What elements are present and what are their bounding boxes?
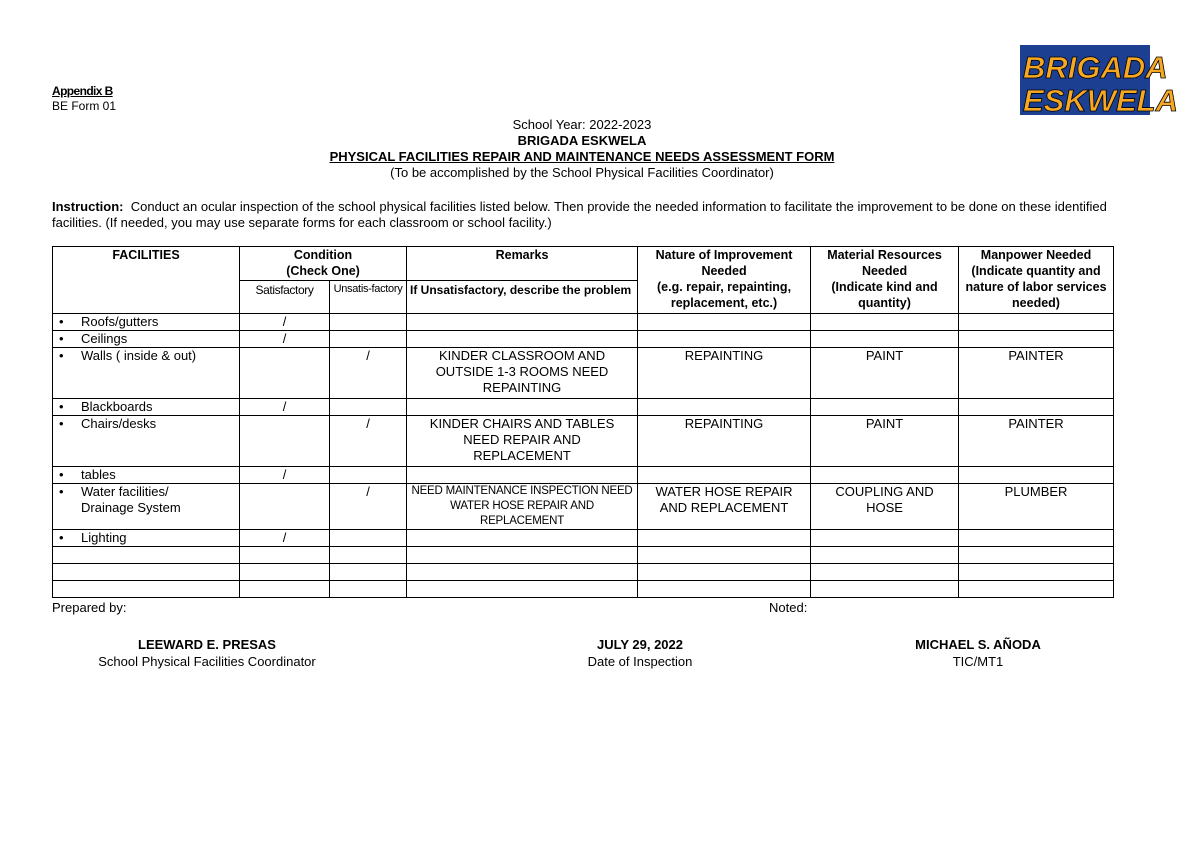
nature-cell [638, 331, 811, 348]
table-row [53, 484, 1114, 530]
preparer-signature-block [52, 636, 362, 670]
satisfactory-cell: / [240, 314, 330, 331]
table-row [53, 348, 1114, 399]
material-cell [811, 467, 959, 484]
satisfactory-cell: / [240, 530, 330, 547]
form-code: BE Form 01 [52, 99, 117, 113]
empty-cell [959, 547, 1114, 564]
facility-name: Chairs/desks [81, 416, 157, 431]
material-cell [811, 331, 959, 348]
form-subtitle: (To be accomplished by the School Physical Facilities Coordinator) [390, 165, 774, 180]
material-cell: COUPLING AND HOSE [811, 484, 959, 530]
unsatisfactory-cell: / [330, 348, 407, 399]
satisfactory-cell: / [240, 467, 330, 484]
facility-cell [53, 467, 240, 484]
manpower-cell: PLUMBER [959, 484, 1114, 530]
facility-cell [53, 348, 240, 399]
remarks-cell [407, 314, 638, 331]
inspection-date-block [540, 636, 740, 670]
empty-cell [330, 581, 407, 598]
facility-name: Water facilities/ Drainage System [81, 484, 181, 515]
empty-cell [240, 547, 330, 564]
table-row [53, 314, 1114, 331]
remarks-cell: NEED MAINTENANCE INSPECTION NEED WATER HOSE REPAIR AND REPLACEMENT [407, 484, 638, 530]
manpower-cell [959, 314, 1114, 331]
bullet-icon: • [59, 416, 64, 431]
empty-cell [407, 581, 638, 598]
form-title: PHYSICAL FACILITIES REPAIR AND MAINTENANCE NEEDS ASSESSMENT FORM [329, 149, 835, 164]
empty-cell [638, 547, 811, 564]
form-header [52, 117, 1112, 181]
manpower-cell [959, 399, 1114, 416]
facility-name: Roofs/gutters [81, 314, 159, 329]
facility-name: Blackboards [81, 399, 153, 414]
empty-cell [407, 564, 638, 581]
unsatisfactory-cell [330, 399, 407, 416]
empty-cell [811, 564, 959, 581]
material-cell: PAINT [811, 348, 959, 399]
satisfactory-cell [240, 484, 330, 530]
bullet-icon: • [59, 331, 64, 346]
brigada-eskwela-logo [1020, 45, 1178, 118]
facility-cell [53, 530, 240, 547]
facility-cell [53, 399, 240, 416]
empty-cell [407, 547, 638, 564]
manpower-cell [959, 331, 1114, 348]
facility-cell [53, 416, 240, 467]
unsatisfactory-cell [330, 530, 407, 547]
header-remarks-note: If Unsatisfactory, describe the problem [407, 281, 638, 314]
unsatisfactory-cell [330, 331, 407, 348]
header-satisfactory: Satisfactory [240, 281, 330, 314]
header-condition-note: (Check One) [286, 264, 360, 278]
satisfactory-cell [240, 416, 330, 467]
empty-cell [811, 581, 959, 598]
noter-name: MICHAEL S. AÑODA [915, 637, 1041, 652]
empty-cell [53, 547, 240, 564]
manpower-cell: PAINTER [959, 348, 1114, 399]
satisfactory-cell [240, 348, 330, 399]
unsatisfactory-cell: / [330, 484, 407, 530]
logo-graphic [1020, 45, 1178, 118]
table-row [53, 416, 1114, 467]
remarks-cell: KINDER CLASSROOM AND OUTSIDE 1-3 ROOMS NEED REPAINTING [407, 348, 638, 399]
empty-row [53, 564, 1114, 581]
bullet-icon: • [59, 314, 64, 329]
instruction-text: Conduct an ocular inspection of the school physical facilities listed below. Then provide the needed information to facilitate the improvement to be done on these identified facilities. (If needed, you may use separate forms for each classroom or school facility.) [52, 199, 1107, 230]
unsatisfactory-cell [330, 467, 407, 484]
satisfactory-cell: / [240, 399, 330, 416]
facility-name: tables [81, 467, 116, 482]
instruction-block [52, 199, 1152, 231]
header-material [811, 247, 959, 314]
header-condition [240, 247, 407, 281]
bullet-icon: • [59, 467, 64, 482]
empty-cell [53, 581, 240, 598]
header-facilities: FACILITIES [53, 247, 240, 314]
unsatisfactory-cell [330, 314, 407, 331]
bullet-icon: • [59, 348, 64, 363]
header-manpower: Manpower Needed (Indicate quantity and nature of labor services needed) [959, 247, 1114, 314]
logo-line1: BRIGADA [1023, 50, 1168, 85]
remarks-cell [407, 467, 638, 484]
empty-cell [638, 581, 811, 598]
facility-name: Walls ( inside & out) [81, 348, 197, 363]
material-cell: PAINT [811, 416, 959, 467]
empty-cell [240, 581, 330, 598]
nature-cell [638, 399, 811, 416]
bullet-icon: • [59, 530, 64, 545]
satisfactory-cell: / [240, 331, 330, 348]
empty-cell [53, 564, 240, 581]
header-condition-label: Condition [293, 248, 353, 262]
school-year: School Year: 2022-2023 [512, 117, 652, 132]
nature-cell: REPAINTING [638, 416, 811, 467]
empty-cell [811, 547, 959, 564]
prepared-by-label: Prepared by: [52, 600, 127, 615]
inspection-date: JULY 29, 2022 [596, 637, 684, 652]
inspection-date-label: Date of Inspection [587, 654, 693, 669]
bullet-icon: • [59, 484, 64, 499]
table-row [53, 530, 1114, 547]
empty-cell [959, 581, 1114, 598]
header-remarks: Remarks [407, 247, 638, 281]
facility-cell [53, 331, 240, 348]
facilities-table [52, 246, 1114, 598]
material-cell [811, 314, 959, 331]
table-row [53, 467, 1114, 484]
material-cell [811, 399, 959, 416]
unsatisfactory-cell: / [330, 416, 407, 467]
remarks-cell [407, 399, 638, 416]
facility-cell [53, 484, 240, 530]
noter-signature-block [878, 636, 1078, 670]
nature-cell [638, 467, 811, 484]
bullet-icon: • [59, 399, 64, 414]
nature-cell [638, 530, 811, 547]
empty-row [53, 581, 1114, 598]
remarks-cell: KINDER CHAIRS AND TABLES NEED REPAIR AND REPLACEMENT [407, 416, 638, 467]
empty-cell [638, 564, 811, 581]
material-cell [811, 530, 959, 547]
empty-cell [330, 564, 407, 581]
header-nature [638, 247, 811, 314]
header-material-label: Material Resources Needed [827, 248, 942, 278]
header-unsatisfactory: Unsatis-factory [330, 281, 407, 314]
remarks-cell [407, 530, 638, 547]
manpower-cell: PAINTER [959, 416, 1114, 467]
header-nature-label: Nature of Improvement Needed [655, 248, 793, 278]
table-row [53, 331, 1114, 348]
empty-cell [330, 547, 407, 564]
empty-row [53, 547, 1114, 564]
empty-cell [959, 564, 1114, 581]
facility-name: Lighting [81, 530, 127, 545]
preparer-name: LEEWARD E. PRESAS [138, 637, 276, 652]
manpower-cell [959, 530, 1114, 547]
nature-cell: WATER HOSE REPAIR AND REPLACEMENT [638, 484, 811, 530]
facility-cell [53, 314, 240, 331]
manpower-cell [959, 467, 1114, 484]
logo-line2: ESKWELA [1023, 83, 1178, 118]
header-material-note: (Indicate kind and quantity) [831, 280, 938, 310]
noted-label: Noted: [769, 600, 808, 615]
program-name: BRIGADA ESKWELA [517, 133, 647, 148]
header-nature-note: (e.g. repair, repainting, replacement, etc.) [656, 280, 792, 310]
preparer-role: School Physical Facilities Coordinator [98, 654, 316, 669]
nature-cell: REPAINTING [638, 348, 811, 399]
table-row [53, 399, 1114, 416]
appendix-label: Appendix B [52, 84, 113, 98]
empty-cell [240, 564, 330, 581]
nature-cell [638, 314, 811, 331]
remarks-cell [407, 331, 638, 348]
appendix-block [52, 84, 116, 114]
instruction-label: Instruction: [52, 199, 124, 214]
facility-name: Ceilings [81, 331, 128, 346]
noter-role: TIC/MT1 [952, 654, 1004, 669]
